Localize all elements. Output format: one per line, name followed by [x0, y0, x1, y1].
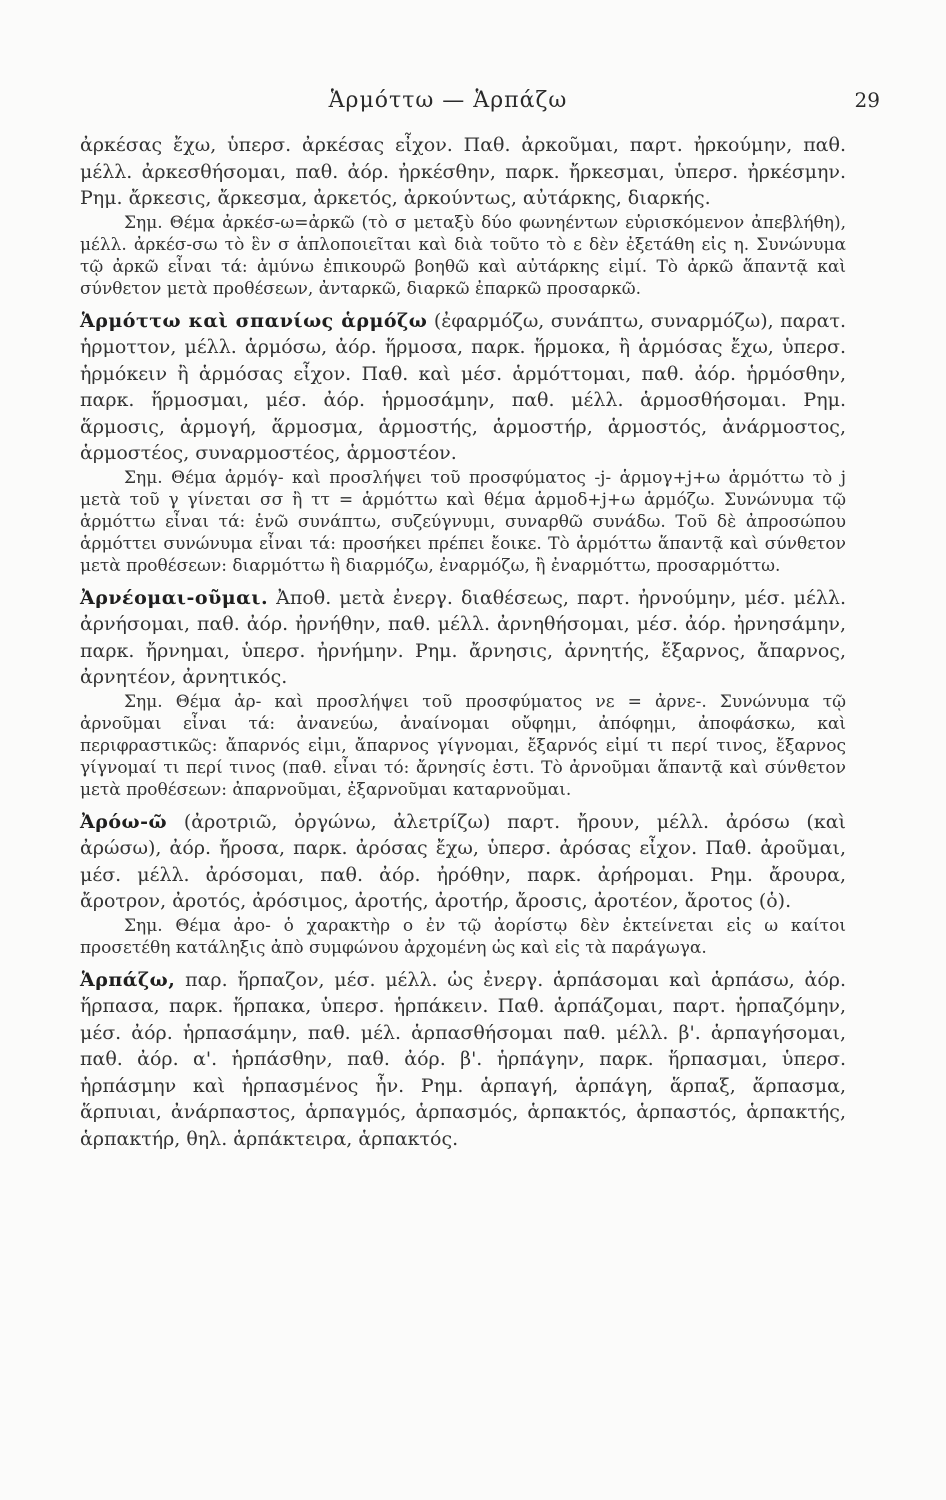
entry-body: Ἀποθ. μετὰ ἐνεργ. διαθέσεως, παρτ. ἠρνούμην, μέσ. μέλλ. ἀρνήσομαι, παθ. ἀόρ. ἠρνήθην, παθ. μέλλ. ἀρνηθήσομαι, μέσ. ἀόρ. ἠρνησάμην, παρκ. ἤρνημαι, ὑπερσ. ἠρνήμην. Ρημ. ἄρνησις, ἀρνητής, ἔξαρνος, ἄπαρνος, ἀρνητέον, ἀρνητικός.: [80, 586, 846, 688]
entry-headword: Ἁρπάζω,: [80, 968, 176, 991]
entry-headword: Ἁρμόττω καὶ σπανίως ἁρμόζω: [80, 309, 428, 332]
entry-body: (ἀροτριῶ, ὀργώνω, ἀλετρίζω) παρτ. ἤρουν, μέλλ. ἀρόσω (καὶ ἀρώσω), ἀόρ. ἤροσα, παρκ. ἀρόσας ἔχω, ὑπερσ. ἀρόσας εἶχον. Παθ. ἀροῦμαι, μέσ. μέλλ. ἀρόσομαι, παθ. ἀόρ. ἠρόθην, παρκ. ἀρήρομαι. Ρημ. ἄρουρα, ἄροτρον, ἀροτός, ἀρόσιμος, ἀροτής, ἀροτήρ, ἄροσις, ἀροτέον, ἄροτος (ὁ).: [80, 810, 846, 912]
entry-body: παρ. ἥρπαζον, μέσ. μέλλ. ὡς ἐνεργ. ἁρπάσομαι καὶ ἁρπάσω, ἀόρ. ἥρπασα, παρκ. ἥρπακα, ὑπερσ. ἡρπάκειν. Παθ. ἁρπάζομαι, παρτ. ἡρπαζόμην, μέσ. ἀόρ. ἡρπασάμην, παθ. μέλ. ἁρπασθήσομαι παθ. μέλλ. β'. ἁρπαγήσομαι, παθ. ἀόρ. α'. ἡρπάσθην, παθ. ἀόρ. β'. ἡρπάγην, παρκ. ἥρπασμαι, ὑπερσ. ἡρπάσμην καὶ ἡρπασμένος ἦν. Ρημ. ἁρπαγή, ἁρπάγη, ἅρπαξ, ἅρπασμα, ἅρπυιαι, ἀνάρπαστος, ἁρπαγμός, ἁρπασμός, ἁρπακτός, ἁρπαστός, ἁρπακτής, ἁρπακτήρ, θηλ. ἁρπάκτειρα, ἁρπακτός.: [80, 968, 846, 1150]
entry-harpazo: [80, 967, 846, 1153]
note-body: Σημ. Θέμα ἀρκέσ-ω=ἀρκῶ (τὸ σ μεταξὺ δύο φωνηέντων εὑρισκόμενον ἀπεβλήθη), μέλλ. ἀρκέσ-σω τὸ ἓν σ ἁπλοποιεῖται καὶ διὰ τοῦτο τὸ ε δὲν ἐξετάθη εἰς η. Συνώνυμα τῷ ἀρκῶ εἶναι τά: ἀμύνω ἐπικουρῶ βοηθῶ καὶ αὐτάρκης εἰμί. Τὸ ἀρκῶ ἅπαντᾷ καὶ σύνθετον μετὰ προθέσεων, ἀνταρκῶ, διαρκῶ ἐπαρκῶ προσαρκῶ.: [80, 212, 846, 299]
page-number: 29: [854, 88, 880, 112]
entry-arneomai: [80, 585, 846, 691]
note-body: Σημ. Θέμα ἁρμόγ- καὶ προσλήψει τοῦ προσφύματος -j- ἁρμογ+j+ω ἁρμόττω τὸ j μετὰ τοῦ γ γίνεται σσ ἢ ττ = ἁρμόττω καὶ θέμα ἁρμοδ+j+ω ἁρμόζω. Συνώνυμα τῷ ἁρμόττω εἶναι τά: ἑνῶ συνάπτω, συζεύγνυμι, συναρθῶ συνάδω. Τοῦ δὲ ἀπροσώπου ἁρμόττει συνώνυμα εἶναι τά: προσήκει πρέπει ἔοικε. Τὸ ἁρμόττω ἅπαντᾷ καὶ σύνθετον μετὰ προθέσεων: διαρμόττω ἢ διαρμόζω, ἐναρμόζω, ἢ ἐναρμόττω, προσαρμόττω.: [80, 467, 846, 576]
entry-headword: Ἀρνέομαι-οῦμαι.: [80, 586, 269, 609]
entry-continuation-arko: [80, 132, 846, 212]
entry-body: (ἐφαρμόζω, συνάπτω, συναρμόζω), παρατ. ἡρμοττον, μέλλ. ἁρμόσω, ἀόρ. ἥρμοσα, παρκ. ἥρμοκα, ἢ ἁρμόσας ἔχω, ὑπερσ. ἡρμόκειν ἢ ἁρμόσας εἶχον. Παθ. καὶ μέσ. ἁρμόττομαι, παθ. ἀόρ. ἡρμόσθην, παρκ. ἥρμοσμαι, μέσ. ἀόρ. ἡρμοσάμην, παθ. μέλλ. ἁρμοσθήσομαι. Ρημ. ἅρμοσις, ἁρμογή, ἅρμοσμα, ἁρμοστής, ἁρμοστήρ, ἁρμοστός, ἀνάρμοστος, ἁρμοστέος, συναρμοστέος, ἁρμοστέον.: [80, 309, 846, 464]
note-arneomai: [80, 691, 846, 801]
entry-aroo: [80, 809, 846, 915]
running-head: [80, 88, 880, 132]
entry-harmotto: [80, 308, 846, 467]
entry-body: ἀρκέσας ἔχω, ὑπερσ. ἀρκέσας εἶχον. Παθ. ἀρκοῦμαι, παρτ. ἠρκούμην, παθ. μέλλ. ἀρκεσθήσομαι, παθ. ἀόρ. ἠρκέσθην, παρκ. ἤρκεσμαι, ὑπερσ. ἠρκέσμην. Ρημ. ἄρκεσις, ἄρκεσμα, ἀρκετός, ἀρκούντως, αὐτάρκης, διαρκής.: [80, 134, 846, 209]
entry-headword: Ἀρόω-ῶ: [80, 810, 168, 833]
note-arko: [80, 212, 846, 300]
note-body: Σημ. Θέμα ἀρο- ὁ χαρακτὴρ ο ἐν τῷ ἀορίστῳ δὲν ἐκτείνεται εἰς ω καίτοι προσετέθη κατάληξις ἀπὸ συμφώνου ἀρχομένη ὡς καὶ εἰς τὰ παράγωγα.: [80, 915, 846, 958]
note-body: Σημ. Θέμα ἀρ- καὶ προσλήψει τοῦ προσφύματος νε = ἀρνε-. Συνώνυμα τῷ ἀρνοῦμαι εἶναι τά: ἀνανεύω, ἀναίνομαι οὔφημι, ἀπόφημι, ἀποφάσκω, καὶ περιφραστικῶς: ἄπαρνός εἰμι, ἄπαρνος γίγνομαι, ἔξαρνός εἰμί τι περί τινος, ἔξαρνος γίγνομαί τι περί τινος (παθ. εἶναι τό: ἄρνησίς ἐστι. Τὸ ἀρνοῦμαι ἅπαντᾷ καὶ σύνθετον μετὰ προθέσεων: ἀπαρνοῦμαι, ἐξαρνοῦμαι καταρνοῦμαι.: [80, 691, 846, 800]
dictionary-text: [80, 132, 846, 1152]
note-harmotto: [80, 467, 846, 577]
note-aroo: [80, 915, 846, 959]
header-title: Ἁρμόττω — Ἁρπάζω: [328, 88, 568, 113]
